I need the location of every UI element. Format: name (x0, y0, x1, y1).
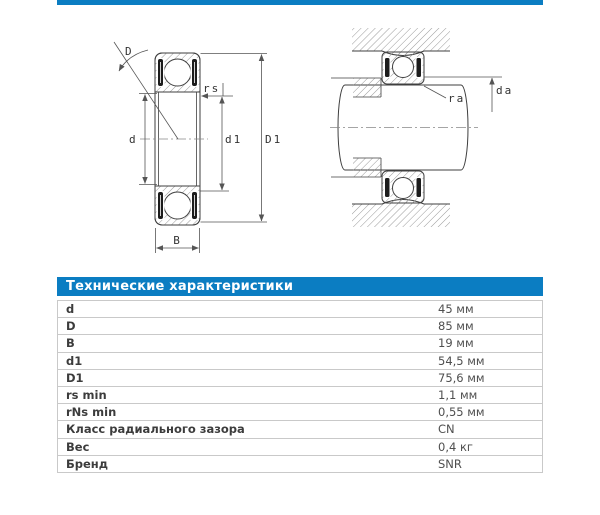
mounted-bearing-top (382, 52, 424, 84)
seal (385, 58, 390, 77)
table-row (58, 387, 542, 404)
spec-label: Вес (66, 439, 90, 454)
spec-value: 85 мм (438, 319, 474, 334)
bearing-cross-section-diagram (114, 42, 282, 253)
mounted-bearing-bottom (382, 171, 424, 203)
dimension-label-d: d (129, 133, 138, 146)
table-row (58, 335, 542, 352)
dimension-rs (202, 82, 234, 96)
spec-value: 19 мм (438, 336, 474, 351)
table-row (58, 439, 542, 456)
seal (417, 58, 422, 77)
dimension-d1 (201, 97, 243, 191)
spec-table-header: Технические характеристики (57, 277, 543, 296)
dimension-label-D1: D1 (265, 133, 283, 146)
spec-value: 1,1 мм (438, 387, 478, 402)
spec-value: 0,4 кг (438, 439, 473, 454)
spec-label: d1 (66, 353, 83, 368)
spec-label: D (66, 319, 76, 334)
spec-value: 45 мм (438, 302, 474, 316)
shaft-shoulder-bottom (331, 158, 381, 177)
bearing-mounted-diagram (330, 28, 513, 227)
table-row (58, 404, 542, 421)
spec-label: Класс радиального зазора (66, 422, 245, 437)
table-row (58, 318, 542, 335)
spec-label: D1 (66, 370, 84, 385)
spec-table (57, 277, 543, 473)
spec-value: CN (438, 422, 455, 437)
spec-value: 54,5 мм (438, 353, 485, 368)
dimension-label-ra: ra (448, 92, 466, 105)
spec-value: 0,55 мм (438, 405, 485, 420)
table-row (58, 301, 542, 318)
table-row (58, 421, 542, 438)
spec-label: rNs min (66, 405, 117, 420)
table-row (58, 456, 542, 472)
dimension-label-B: B (173, 234, 182, 247)
shaft-shoulder-top (331, 78, 381, 97)
table-row (58, 353, 542, 370)
ball (164, 192, 191, 219)
dimension-label-da: da (496, 84, 514, 97)
spec-label: d (66, 302, 75, 316)
dimension-label-D: D (125, 45, 134, 58)
spec-value: SNR (438, 456, 462, 471)
ball (393, 178, 414, 199)
table-row (58, 370, 542, 387)
dimension-label-d1: d1 (225, 133, 243, 146)
spec-label: B (66, 336, 75, 351)
seal (417, 178, 422, 197)
spec-label: rs min (66, 387, 107, 402)
seal (385, 178, 390, 197)
ball (164, 59, 191, 86)
dimension-B (156, 228, 200, 253)
spec-value: 75,6 мм (438, 370, 485, 385)
dimension-label-rs: rs (203, 82, 221, 95)
spec-table-body (57, 300, 543, 473)
spec-label: Бренд (66, 456, 109, 471)
ball (393, 57, 414, 78)
